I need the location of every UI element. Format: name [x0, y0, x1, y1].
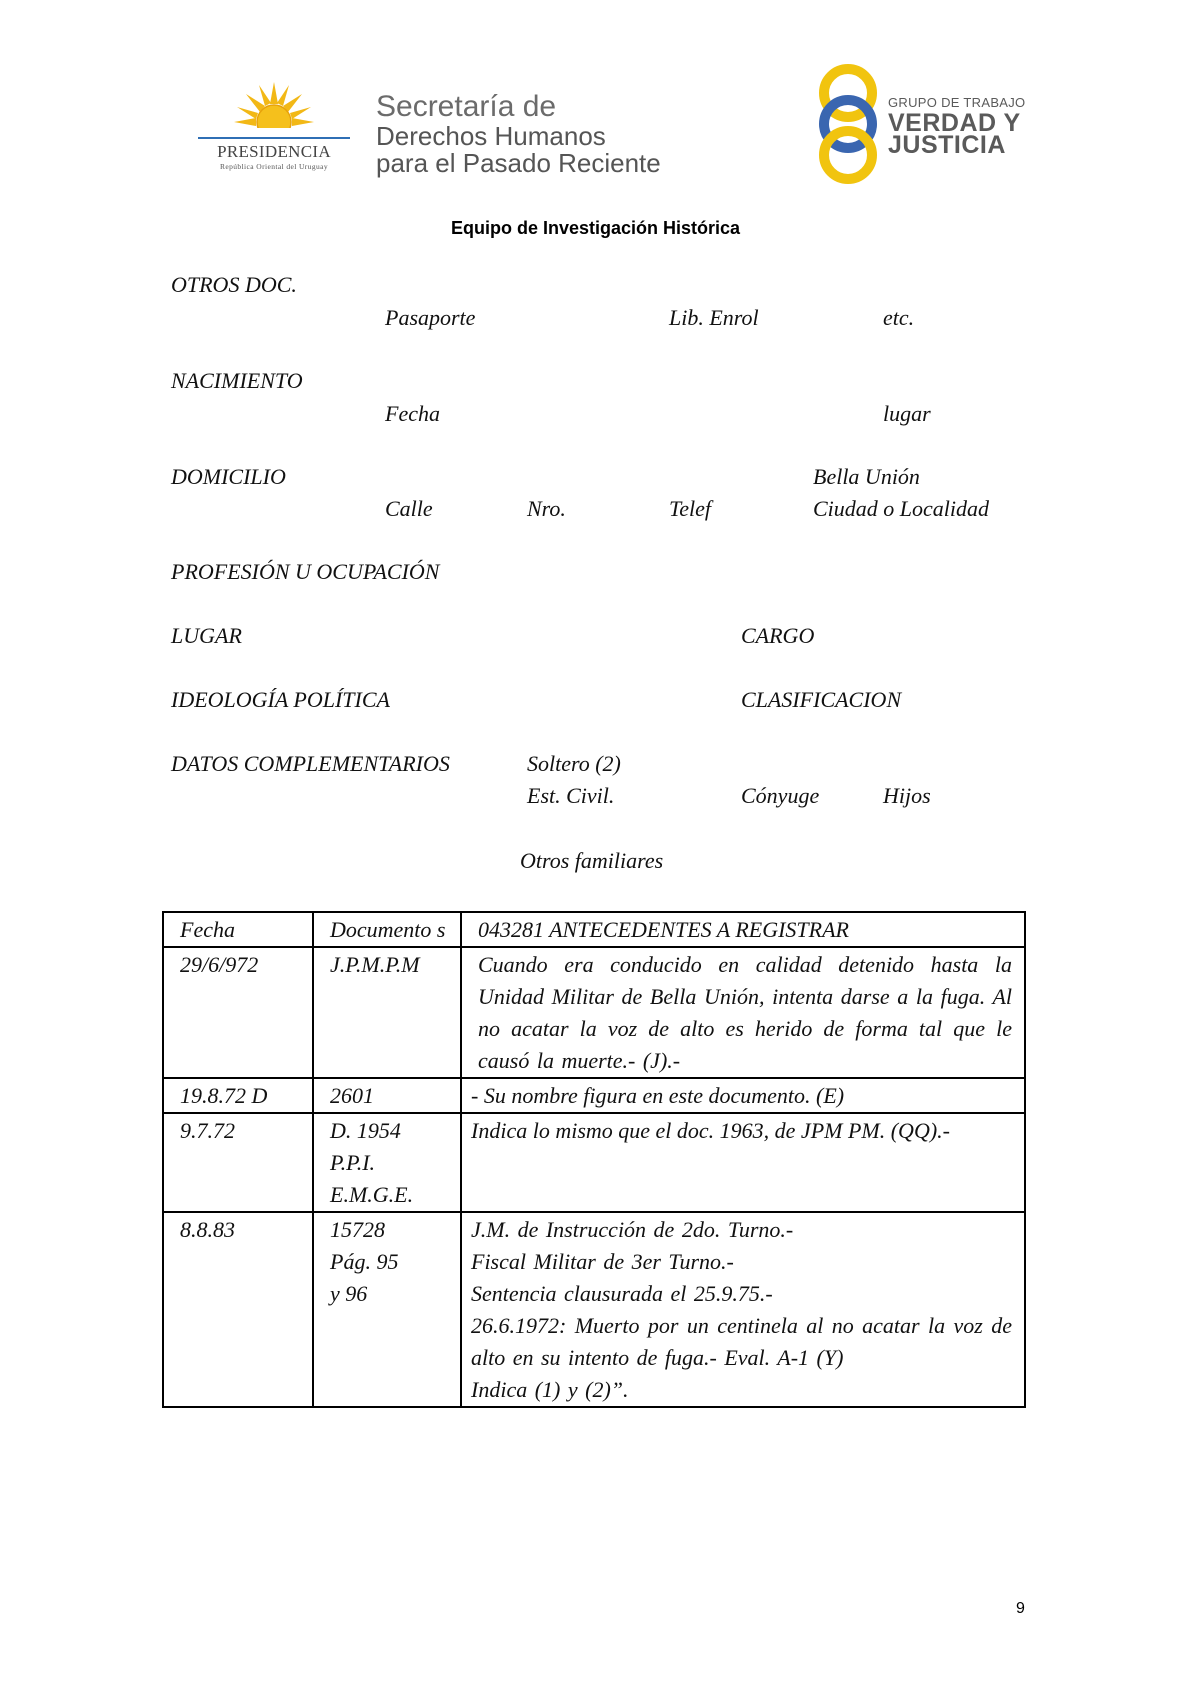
antecedente-line: - Su nombre figura en este documento. (E): [471, 1083, 845, 1108]
row-fecha: 19.8.72 D: [163, 1078, 313, 1113]
row-antecedentes: [461, 1212, 1025, 1407]
row-fecha: 29/6/972: [163, 947, 313, 1078]
gtvj-line-2: VERDAD Y: [888, 109, 1021, 137]
antecedente-line: Indica (1) y (2)”.: [471, 1377, 629, 1402]
gtvj-line-3: JUSTICIA: [888, 131, 1006, 159]
lugar-label: LUGAR: [171, 623, 242, 648]
antecedente-line: 26.6.1972: Muerto por un centinela al no acatar la voz de alto en su intento de fuga.- Eval. A-1 (Y): [471, 1313, 1012, 1370]
row-documento: [313, 1212, 461, 1407]
nro-label: Nro.: [527, 496, 566, 521]
datos-complementarios-label: DATOS COMPLEMENTARIOS: [171, 751, 450, 776]
documento-line: E.M.G.E.: [330, 1182, 414, 1207]
row-documento: [313, 947, 461, 1078]
antecedentes-table: [162, 911, 1026, 1408]
documento-line: J.P.M.P.M: [330, 952, 420, 977]
ideologia-label: IDEOLOGÍA POLÍTICA: [171, 687, 390, 712]
estado-civil-value: Soltero (2): [527, 751, 621, 776]
presidencia-divider: [198, 137, 350, 139]
header-documentos: Documento s: [313, 912, 461, 947]
etc-label: etc.: [883, 305, 915, 330]
otros-familiares-label: Otros familiares: [520, 848, 664, 873]
calle-label: Calle: [385, 496, 433, 521]
row-documento: [313, 1078, 461, 1113]
documento-line: Pág. 95: [330, 1249, 399, 1274]
fecha-label: Fecha: [385, 401, 440, 426]
ciudad-label: Ciudad o Localidad: [813, 496, 990, 521]
presidencia-name: PRESIDENCIA: [217, 142, 331, 161]
header-antecedentes: 043281 ANTECEDENTES A REGISTRAR: [461, 912, 1025, 947]
locality-value: Bella Unión: [813, 464, 920, 489]
table-row: [163, 1113, 1025, 1212]
verdad-justicia-rings-logo: [812, 62, 884, 186]
page-number: 9: [1016, 1600, 1025, 1617]
row-antecedentes: [461, 1078, 1025, 1113]
conyuge-label: Cónyuge: [741, 783, 820, 808]
antecedente-line: Cuando era conducido en calidad detenido hasta la Unidad Militar de Bella Unión, intenta darse a la fuga. Al no acatar la voz de alto es herido de forma tal que le causó la muerte.- (J).-: [478, 952, 1012, 1073]
documento-line: P.P.I.: [330, 1150, 376, 1175]
est-civil-label: Est. Civil.: [527, 783, 615, 808]
antecedente-line: Indica lo mismo que el doc. 1963, de JPM PM. (QQ).-: [471, 1118, 950, 1143]
nacimiento-label: NACIMIENTO: [171, 368, 303, 393]
secretaria-line-1: Secretaría de: [376, 90, 557, 123]
header-fecha: Fecha: [163, 912, 313, 947]
hijos-label: Hijos: [883, 783, 931, 808]
secretaria-line-3: para el Pasado Reciente: [376, 148, 661, 178]
antecedente-line: Sentencia clausurada el 25.9.75.-: [471, 1281, 773, 1306]
otros-doc-label: OTROS DOC.: [171, 272, 297, 297]
gtvj-line-1: GRUPO DE TRABAJO: [888, 95, 1026, 110]
row-fecha: 9.7.72: [163, 1113, 313, 1212]
row-antecedentes: [461, 947, 1025, 1078]
pasaporte-label: Pasaporte: [385, 305, 476, 330]
row-antecedentes: [461, 1113, 1025, 1212]
table-row: [163, 947, 1025, 1078]
profesion-label: PROFESIÓN U OCUPACIÓN: [171, 559, 440, 584]
secretaria-line-2: Derechos Humanos: [376, 121, 606, 151]
row-documento: [313, 1113, 461, 1212]
documento-line: 2601: [330, 1083, 374, 1108]
clasificacion-label: CLASIFICACION: [741, 687, 902, 712]
lugar-nacimiento-label: lugar: [883, 401, 931, 426]
presidencia-subtitle: República Oriental del Uruguay: [219, 162, 328, 171]
documento-line: y 96: [330, 1281, 368, 1306]
table-row: [163, 1078, 1025, 1113]
telef-label: Telef: [669, 496, 711, 521]
team-title: Equipo de Investigación Histórica: [450, 218, 741, 238]
domicilio-label: DOMICILIO: [171, 464, 286, 489]
table-row: [163, 1212, 1025, 1407]
documento-line: D. 1954: [330, 1118, 401, 1143]
table-header-row: [163, 912, 1025, 947]
antecedente-line: Fiscal Militar de 3er Turno.-: [471, 1249, 734, 1274]
cargo-label: CARGO: [741, 623, 815, 648]
row-fecha: 8.8.83: [163, 1212, 313, 1407]
documento-line: 15728: [330, 1217, 385, 1242]
lib-enrol-label: Lib. Enrol: [669, 305, 759, 330]
antecedente-line: J.M. de Instrucción de 2do. Turno.-: [471, 1217, 794, 1242]
